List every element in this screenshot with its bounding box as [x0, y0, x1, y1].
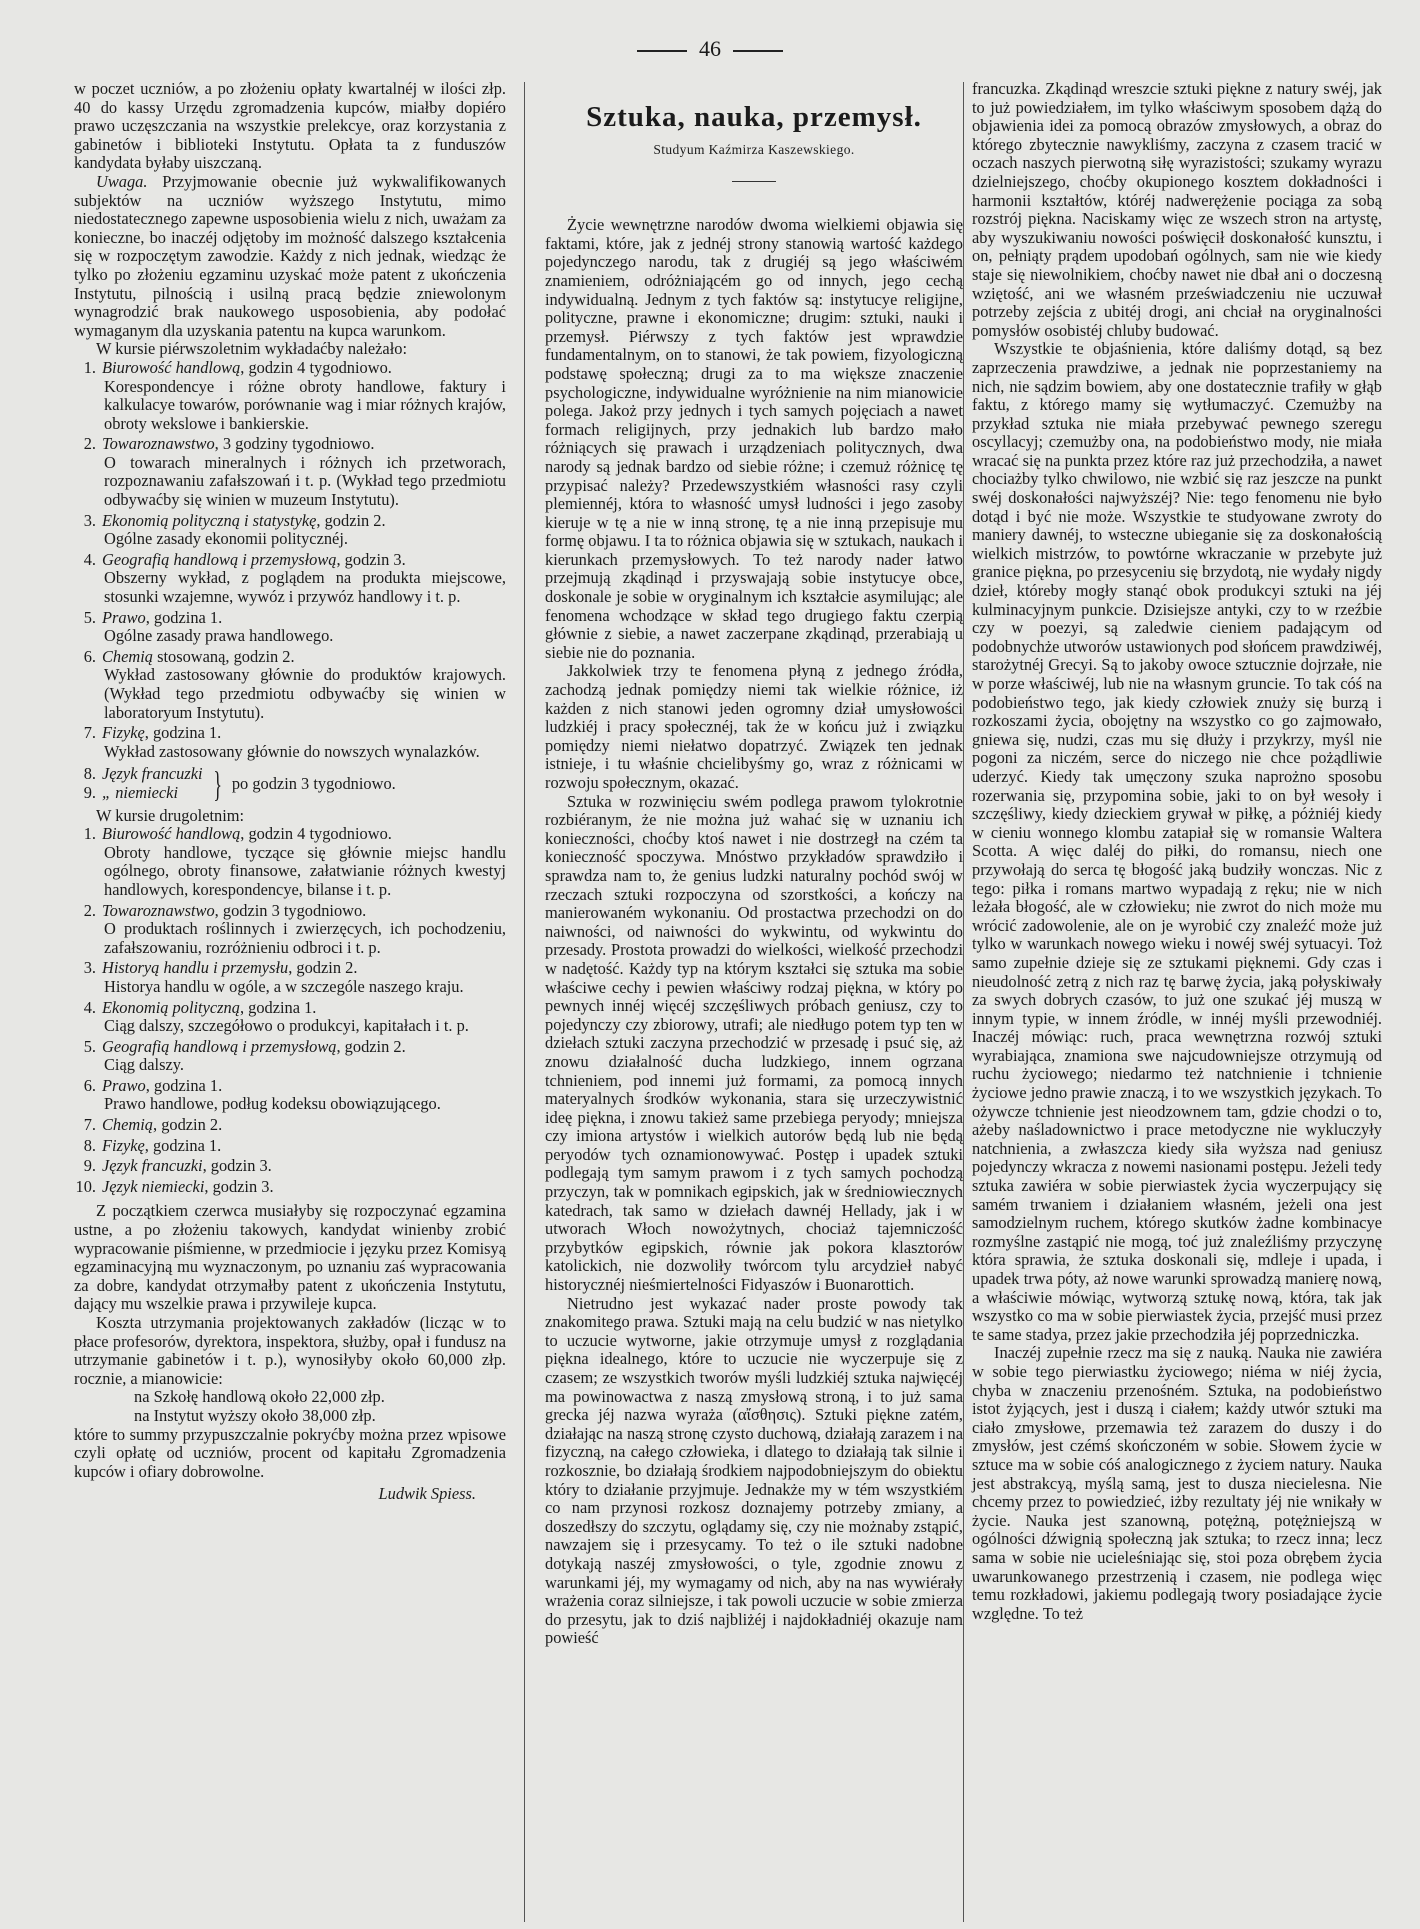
- item-hours: , godzin 4 tygodniowo.: [240, 357, 392, 377]
- item-header: [74, 512, 506, 531]
- item-description: O towarach mineralnych i różnych ich przetworach, rozpoznawaniu zafałszowań i t. p. (Wykład tego przedmiotu odbywaćby się winien w muzeum Instytutu).: [104, 452, 506, 510]
- course1-heading: W kursie piérwszoletnim wykładaćby należało:: [96, 339, 408, 359]
- item-hours: , godzin 2.: [316, 510, 386, 530]
- item-hours: , godzin 3.: [204, 1176, 274, 1196]
- item-number: 9.: [83, 1156, 96, 1176]
- item-description: Korespondencye i różne obroty handlowe, faktury i kalkulacye towarów, porównanie wag i miar różnych krajów, obroty wekslowe i bankierskie.: [104, 376, 506, 433]
- item-subject: Historyą handlu i przemysłu: [102, 958, 289, 978]
- course2-list: [74, 825, 506, 1196]
- note-paragraph: [74, 173, 506, 340]
- course-item: [74, 1116, 506, 1135]
- course-item: [74, 959, 506, 996]
- item-header: [74, 1178, 506, 1197]
- item-number: 1.: [83, 824, 96, 844]
- item-subject: Geografią handlową i przemysłową: [102, 549, 337, 569]
- item-subject: Język niemiecki: [102, 1176, 205, 1196]
- item-subject: Chemią: [102, 646, 153, 666]
- page-number-dash: [733, 50, 783, 52]
- course-item: [74, 825, 506, 899]
- note-label: Uwaga.: [96, 171, 148, 191]
- item-number: 7.: [83, 1115, 96, 1135]
- item-header: [74, 902, 506, 921]
- item-subject: Prawo: [102, 607, 146, 627]
- item-number: 2.: [83, 434, 96, 454]
- middle-column: [545, 80, 963, 1648]
- course-item: [74, 435, 506, 509]
- article-paragraph: francuzka. Zkądinąd wreszcie sztuki piękne z natury swéj, jak to już powiedziałem, im tylko właściwym sposobem dążą do objawienia idei za pomocą obrazów zmysłowych, a obraz do którego zbytecznie nawykliśmy, zaczyna z czasem tracić w oczach naszych pierwotną siłę wyrazistości; szukamy wyrazu dzielniejszego, choćby okupionego kosztem dokładności i harmonii kształtów, któréj nadwerężenie pociąga za sobą rozstrój piękna. Naciskamy więc ze wszech stron na artystę, aby wyszukiwaniu nowości poświęcił doskonałość kunsztu, i on, pełniąty prądem upodobań ogólnych, sam nie wie kiedy staje się niewolnikiem, choćby nawet nie dbał ani o doczesną wziętość, ani we własném przeświadczeniu nie uczuwał potrzeby zejścia z ubitéj drogi, ani chciał na oryginalności pomysłów osobistéj chluby budować.: [972, 79, 1382, 340]
- item-header: [74, 435, 506, 454]
- item-subject: Biurowość handlową: [102, 357, 241, 377]
- article-paragraph: Nietrudno jest wykazać nader proste powody tak znakomitego prawa. Sztuki mają na celu budzić w nas nietylko to uczucie wytworne, jakie otrzymuje umysł z rozglądania piękna idealnego, które to uczucie nie wyczerpuje się z czasem; ze wszystkich tworów myśli ludzkiéj sztuka najwięcéj ma powinowactwa z naszą zmysłową stroną, i to już sama grecka jéj nazwa wyraża (αἴσθησις). Sztuki piękne zatém, działając na naszą stronę czysto duchową, działają zarazem i na fizyczną, na całego człowieka, i dlatego to działają tak silnie i rozkosznie, bo działają środkiem najpodobniejszym do obiektu który to działanie przyjmuje. Jednakże my w tém wszystkiém co nam przynosi rozkosz doznajemy potrzeby zmiany, a doszedłszy do szczytu, oglądamy się, czy nie możnaby zstąpić, nawzajem się i przesycamy. To też o ile sztuki nadobne dotykają naszéj zmysłowości, o tyle, zgodnie znowu z warunkami jéj, my wymagamy od nich, aby na nas wywiérały wrażenia coraz silniejsze, i tak powoli uczucie w sobie zmierza do przesytu, jak to dziś najbliżéj i najdokładniéj okazuje nam powieść: [545, 1293, 963, 1648]
- item-subject: Fizykę: [102, 723, 145, 743]
- item-subject: Chemią: [102, 1115, 153, 1135]
- item-subject: Ekonomią polityczną: [102, 997, 240, 1017]
- item-number: 6.: [83, 646, 96, 666]
- item-hours: , godzin 3 tygodniowo.: [214, 900, 367, 920]
- closing-paragraph: które to summy przypuszczalnie pokryćby można przez wpisowe czyli opłatę od uczniów, procent od kapitału Zgromadzenia kupców i ofiary dobrowolne.: [74, 1424, 506, 1481]
- item-description: Wykład zastosowany głównie do nowszych wynalazków.: [104, 741, 480, 761]
- article-paragraph: Jakkolwiek trzy te fenomena płyną z jednego źródła, zachodzą jednak pomiędzy niemi tak wielkie różnice, iż każden z nich stanowi jeden ogromny dział umysłowości ludzkiéj i pracy społecznéj, tak że w końcu już i związku pomiędzy niemi niełatwo dopatrzyć. Związek ten jednak istnieje, i tu właśnie chcielibyśmy go, wraz z różnicami w rozwoju społecznym, okazać.: [545, 661, 963, 792]
- course-item: [74, 512, 506, 549]
- item-header: [74, 1137, 506, 1156]
- item-hours: , godzina 1.: [239, 997, 317, 1017]
- article-paragraph: Wszystkie te objaśnienia, które daliśmy dotąd, są bez zaprzeczenia prawdziwe, a jednak nie poprzestaniemy na nich, nie sądzim bowiem, aby one dostatecznie trafiły w głąb faktu, z którego mamy się wytłumaczyć. Czemużby na przykład sztuka nie miała przebywać pewnego szeregu oscyllacyj; czemużby ona, na podobieństwo mody, nie miała wracać się na punkta przez które raz już przechodziła, a nawet chociażby tylko chwilowo, nie wzbić się raz jeszcze na punkt swéj doskonałości najwyższéj? Nie: tego fenomenu nie było dotąd i być nie może. Wszystkie te studyowane zwroty do maniery dawnéj, to wsteczne ubieganie się za doskonałością wielkich mistrzów, to powtórne wkraczanie w przebyte już granice piękna, po przesyceniu się brzydotą, nie wydały nigdy dzieł, któreby mogły stanąć obok produkcyi sztuki na jéj kulminacyjnym punkcie. Dzisiejsze antyki, czy to w rzeźbie czy w poezyi, są zaledwie cieniem padającym od podobnychże utworów ustawionych pod słońcem prawdziwéj, starożytnéj Grecyi. Są to jakoby owoce sztucznie dojrzałe, nie w porze właściwéj, lub nie na własnym gruncie. To tak cóś na podobieństwo tego, jak kiedy człowiek znuży się burzą i rozkoszami życia, obojętny na wszystko co go zajmowało, gniewa się, nudzi, czas mu się dłuży i przykrzy, myśl nie pogoni za niczém, serce do niczego nie chce pożądliwie uderzyć. Kiedy tak umęczony szuka naprożno sposobu rozerwania się, przypomina sobie, jaki to on był wesoły i szczęśliwy, kiedy dzieckiem grywał w piłkę, a póżniéj kiedy w cieniu wonnego klombu zatapiał się w romansie Waltera Scotta. A więc daléj do piłki, do romansu, niech one przywołają do serca tę błogość jaką budziły wonczas. Nic z tego: piłka i romans martwo wypadają z ręku; nie w nich leżała błogość, ale w człowieku; nie zwrot do nich może mu wrócić zadowolenie, ale on je wyrobić czy znaleźć może już tylko w warunkach nowego wieku i nowéj swéj sytuacyi. Toż samo zupełnie dzieje się ze sztukami pięknemi. Gdy czas i nieudolność zetrą z nich raz tę barwę życia, jaką połyskiwały za swych dobrych czasów, to już one szukać jéj muszą w innym typie, w innem źródle, w innéj myśli przewodniéj. Inaczéj mówiąc: ruch, praca wewnętrzna rozwój sztuki wyrabiająca, znamiona swe najcudowniejsze otrzymują od ruchu życiowego; niedarmo też natchnienie i tchnienie życiowe jedno prawie znaczą, i to we wszystkich językach. To ożywcze tchnienie jest nieodzownem tam, gdzie chodzi o to, ażeby naśladownictwo i prace metodyczne nie wykluczyły natchnienia, a zwłaszcza kiedy siła wyższa nad geniusz pojedynczy wkracza z nowemi nasionami postępu. Jeżeli tedy sztuka zawiéra w sobie pierwiastek życia wyczerpujący się samém trwaniem i działaniem własném, jeżeli ona jest samodzielnym ruchem, którego skutków żadne kombinacye rozmyślne zastąpić nie mogą, toć już znaleźliśmy przyczynę która sprawia, że sztuka doskonali się, mdleje i upada, i upadek trwa póty, aż nowe warunki sprowadzą manierę nową, a właściwie mówiąc, wytworzą sztukę nową, która, tak jak wszystko co ma w sobie pierwiastek życia, przejść musi przez te same stadya, przez jakie przechodziła jéj poprzedniczka.: [972, 339, 1382, 1344]
- page-number: [0, 36, 1420, 62]
- item-description: Obszerny wykład, z poglądem na produkta miejscowe, stosunki wzajemne, wywóz i przywóz handlowy i t. p.: [104, 568, 506, 607]
- item-description: Wykład zastosowany głównie do produktów krajowych. (Wykład tego przedmiotu odbywaćby się winien w laboratoryum Instytutu).: [104, 665, 506, 722]
- item-number: 8.: [83, 764, 96, 784]
- costs-paragraph: Koszta utrzymania projektowanych zakładów (licząc w to płace profesorów, dyrektora, inspektora, służby, opał i fundusz na utrzymanie gabinetów i t. p.), wynosiłyby około 60,000 złp. rocznie, a mianowicie:: [74, 1313, 506, 1388]
- item-header: [74, 1038, 506, 1057]
- course-item: [74, 902, 506, 958]
- course-item: [74, 551, 506, 607]
- item-description: Ciąg dalszy, szczegółowo o produkcyi, kapitałach i t. p.: [104, 1016, 469, 1036]
- course-item: [74, 648, 506, 722]
- course-item: [74, 1038, 506, 1075]
- item-header: [74, 609, 506, 628]
- course-item: [74, 999, 506, 1036]
- item-header: [74, 999, 506, 1018]
- item-header: [74, 1116, 506, 1135]
- item-hours: , godzina 1.: [144, 1135, 222, 1155]
- course-item: [74, 609, 506, 646]
- item-hours: , godzin 2.: [153, 1115, 223, 1135]
- course1-list: [74, 359, 506, 761]
- item-header: [74, 1157, 506, 1176]
- item-number: 1.: [83, 357, 96, 377]
- item-header: [74, 959, 506, 978]
- signature: Ludwik Spiess.: [378, 1484, 476, 1504]
- article-subtitle: Studyum Kaźmirza Kaszewskiego.: [653, 141, 855, 157]
- course-item: [74, 1077, 506, 1114]
- item-hours: , 3 godziny tygodniowo.: [214, 434, 375, 454]
- item-subject: Ekonomią polityczną i statystykę: [102, 510, 317, 530]
- item-number: 8.: [83, 1135, 96, 1155]
- course-item: [74, 1137, 506, 1156]
- item-subject: Język francuzki: [102, 764, 203, 784]
- item-number: 4.: [83, 549, 96, 569]
- article-paragraph: Inaczéj zupełnie rzecz ma się z nauką. Nauka nie zawiéra w sobie tego pierwiastku życiowego; niéma w niéj życia, chyba w znaczeniu przenośném. Sztuka, na podobieństwo istot żyjących, jest i duszą i ciałem; każdy utwór sztuki ma ciało zmysłowe, przemawia też zarazem do duszy i do zmysłów, jest czémś skończoném w sobie. Słowem życie w sztuce ma w sobie cóś analogicznego z życiem natury. Nauka jest abstrakcyą, myślą samą, jest to dusza niecielesna. Nie chcemy przez to powiedzieć, iżby rezultaty jéj nie wnikały w życie. Nauka jest szanowną, potężną, potężniejszą w ogólności dźwignią społeczną jak sztuka; to rzecz inna; lecz sama w sobie nie ucieleśniając się, stoi poza obrębem życia uwarunkowanego przestrzenią i czasem, nie podlega więc temu rozkładowi, jakiemu podlegają twory posiadające życie względne. To też: [972, 1343, 1382, 1623]
- article-paragraph: Życie wewnętrzne narodów dwoma wielkiemi objawia się faktami, które, jak z jednéj strony stanowią wartość każdego pojedynczego narodu, tak z drugiéj są jego właściwém znamieniem, odróżniającém go od innych, jego cechą indywidualną. Jednym z tych faktów są: instytucye religijne, polityczne, prawne i ekonomiczne; drugim: sztuki, nauki i przemysł. Piérwszy z tych faktów jest wprawdzie fundamentalnym, on to stanowi, że tak powiem, fizyologiczną podstawę społeczną; drugi za to ma większe znaczenie psychologiczne, indywidualne wyróżnienie na nim mianowicie polega. Jakoż przy jednych i tych samych pojęciach a nawet formach religijnych, przy jednakich lub bardzo mało różniących się prawach i urządzeniach politycznych, dwa narody są jednak bardzo od siebie różne; i czemuż różnicę tę przypisać należy? Przedewszystkiém własności rasy czyli plemiennéj, która to własność umysł ludności i jego zasoby kieruje w tę a nie w inną stronę, tę a nie inną przepisuje mu formę objawu. I ta to różnica objawia się w sztukach, naukach i kierunkach przemysłowych. To też narody nader łatwo przejmują zkądinąd i przyswajają sobie instytucye obce, doskonale je sobie w oryginalnym ich kształcie asymilując; ale fenomena wchodzące w skład tego drugiego faktu czerpią głównie z siebie, a nawet zaczerpane zkądinąd, przerabiają u siebie nie do poznania.: [545, 215, 963, 662]
- item-description: O produktach roślinnych i zwierzęcych, ich pochodzeniu, zafałszowaniu, rozróżnieniu odbroci i t. p.: [104, 919, 506, 957]
- item-number: 5.: [83, 607, 96, 627]
- brace-symbol: }: [212, 763, 222, 804]
- course2-heading: W kursie drugoletnim:: [96, 805, 245, 825]
- page-number-dash: [637, 50, 687, 52]
- title-separator: [732, 181, 776, 182]
- item-number: 7.: [83, 723, 96, 743]
- item-hours: , godzina 1.: [144, 723, 222, 743]
- item-header: [74, 648, 506, 667]
- item-number: 5.: [83, 1036, 96, 1056]
- course-item: [74, 1157, 506, 1176]
- item-description: Ogólne zasady prawa handlowego.: [104, 626, 334, 646]
- item-header: [74, 551, 506, 570]
- item-hours: , godzin 2.: [288, 958, 358, 978]
- item-hours: , godzin 3.: [202, 1156, 272, 1176]
- item-number: 10.: [75, 1176, 96, 1196]
- item-header: [74, 359, 506, 378]
- item-description: Ogólne zasady ekonomii politycznéj.: [104, 529, 348, 549]
- item-hours: , godzin 3.: [336, 549, 406, 569]
- exams-paragraph: Z początkiem czerwca musiałyby się rozpoczynać egzamina ustne, a po złożeniu takowych, kandydat winienby zrobić wypracowanie piśmienne, w przedmiocie i języku przez Komisyą egzaminacyjną mu wyznaczonym, po uznaniu zaś wypracowania za dobre, kandydat otrzymałby patent z ukończenia Instytutu, dający mu wszelkie prawa i przywileje kupca.: [74, 1201, 506, 1314]
- right-column: [972, 80, 1382, 1623]
- item-description: Prawo handlowe, podług kodeksu obowiązującego.: [104, 1094, 441, 1114]
- article-title: Sztuka, nauka, przemysł.: [586, 101, 922, 133]
- article-paragraph: Sztuka w rozwinięciu swém podlega prawom tylokrotnie rozbiéranym, że nie można już wahać się w uznaniu ich konieczności, choćby ktoś nawet i nie dostrzegł na czém ta konieczność spoczywa. Mnóstwo przykładów sprawdziło i sprawdza nam to, że genius ludzki naturalny pochód swój w rzeczach sztuki rozpoczyna od szorstkości, a kończy na manierowaném wykonaniu. Od prostactwa przechodzi on do naiwności, od naiwności do wykwintu, od wykwintu do przesady. Prostota prowadzi do wielkości, wielkość przechodzi w nadętość. Każdy typ na którym kształci się sztuka ma sobie właściwe cechy i pewien właściwy rodzaj piękna, w który po pewnych innéj więcéj szczęśliwych próbach geniusz, czy to pojedynczy czy zbiorowy, utrafi; ale niedługo potem typ ten w dziełach sztuki zaczyna przechodzić w przesadę i psuć się, aż znowu działalność ducha ludzkiego, innem ogrzana tchnieniem, pod innemi już formami, za pomocą innych materyalnych środków wykonania, stara się urzeczywistnić ideę piękna, i znowu takież same przebiega peryody; mniejsza czy imiona artystów i wielkich autorów będą lub nie będą peryodów tych oznamionowywać. Postęp i upadek sztuki podlegają tym samym prawom i z tych samych pochodzą przyczyn, tak w pomnikach egipskich, jak w średniowiecznych katedrach, tak samo w dziełach dawnéj Hellady, jak i w utworach Włoch nowożytnych, chociaż tajemniczość przybytków egipskich, równie jak pokora klasztorów katolickich, nie dozwoliły twórcom tylu arcydzieł nabyć historycznéj nieśmiertelności Fidyaszów i Buonarottich.: [545, 791, 963, 1295]
- cost-institute: na Instytut wyższy około 38,000 złp.: [134, 1405, 376, 1425]
- item-number: 3.: [83, 958, 96, 978]
- language-courses: [74, 765, 506, 802]
- note-text: Przyjmowanie obecnie już wykwalifikowanych subjektów na uczniów wyższego Instytutu, mimo niedostatecznego zapewne usposobienia wielu z nich, uważam za konieczne, bo inaczéj odjętoby im możność dalszego kształcenia się w rozpoczętym zawodzie. Każdy z nich jednak, wiedząc że tylko po złożeniu egzaminu uzyskać może patent z ukończenia Instytutu, pilnością i usilną pracą będzie zniewolonym wynagrodzić brak naukowego usposobienia, aby podołać wymaganym dla uzyskania patentu na kupca warunkom.: [74, 171, 506, 340]
- column-divider: [524, 82, 525, 1922]
- item-subject: Fizykę: [102, 1135, 145, 1155]
- item-subject: Prawo: [102, 1075, 146, 1095]
- item-hours: , godzina 1.: [145, 1075, 223, 1095]
- item-description: Ciąg dalszy.: [104, 1055, 184, 1075]
- page-number-text: 46: [699, 36, 721, 61]
- course-item: [74, 359, 506, 433]
- item-number: 9.: [83, 782, 96, 802]
- item-subject: Biurowość handlową: [102, 824, 241, 844]
- item-header: [74, 1077, 506, 1096]
- item-header: [74, 825, 506, 844]
- item-subject: Geografią handlową i przemysłową: [102, 1036, 337, 1056]
- left-column: [74, 80, 506, 1504]
- item-number: 2.: [83, 900, 96, 920]
- item-description: Historya handlu w ogóle, a w szczególe naszego kraju.: [104, 976, 464, 996]
- intro-paragraph: w poczet uczniów, a po złożeniu opłaty kwartalnéj w ilości złp. 40 do kassy Urzędu zgromadzenia kupców, miałby dopiéro prawo uczęszczania na wszystkie prelekcye, oraz korzystania z gabinetów i biblioteki Instytutu. Opłata ta z funduszów kandydata byłaby uiszczaną.: [74, 79, 506, 173]
- item-number: 4.: [83, 997, 96, 1017]
- article-body-middle: [545, 216, 963, 1648]
- course-item: [74, 724, 506, 761]
- item-number: 3.: [83, 510, 96, 530]
- item-description: Obroty handlowe, tyczące się głównie miejsc handlu ogólnego, obroty finansowe, załatwianie różnych kwestyj handlowych, korespondencye, bilanse i t. p.: [104, 842, 506, 899]
- item-number: 6.: [83, 1075, 96, 1095]
- item-hours: , godzin 2.: [336, 1036, 406, 1056]
- item-subject: „ niemiecki: [102, 782, 179, 802]
- item-subject: Towaroznawstwo: [102, 900, 215, 920]
- item-hours: , godzina 1.: [145, 607, 223, 627]
- item-header: [74, 724, 506, 743]
- column-divider: [963, 82, 964, 1922]
- cost-school: na Szkołę handlową około 22,000 złp.: [134, 1387, 385, 1407]
- language-hours: po godzin 3 tygodniowo.: [231, 773, 396, 793]
- item-hours: , godzin 4 tygodniowo.: [240, 824, 392, 844]
- course-item: [74, 1178, 506, 1197]
- item-subject: Towaroznawstwo: [102, 434, 215, 454]
- article-body-right: [972, 80, 1382, 1623]
- item-hours: stosowaną, godzin 2.: [153, 646, 295, 666]
- item-subject: Język francuzki: [102, 1156, 203, 1176]
